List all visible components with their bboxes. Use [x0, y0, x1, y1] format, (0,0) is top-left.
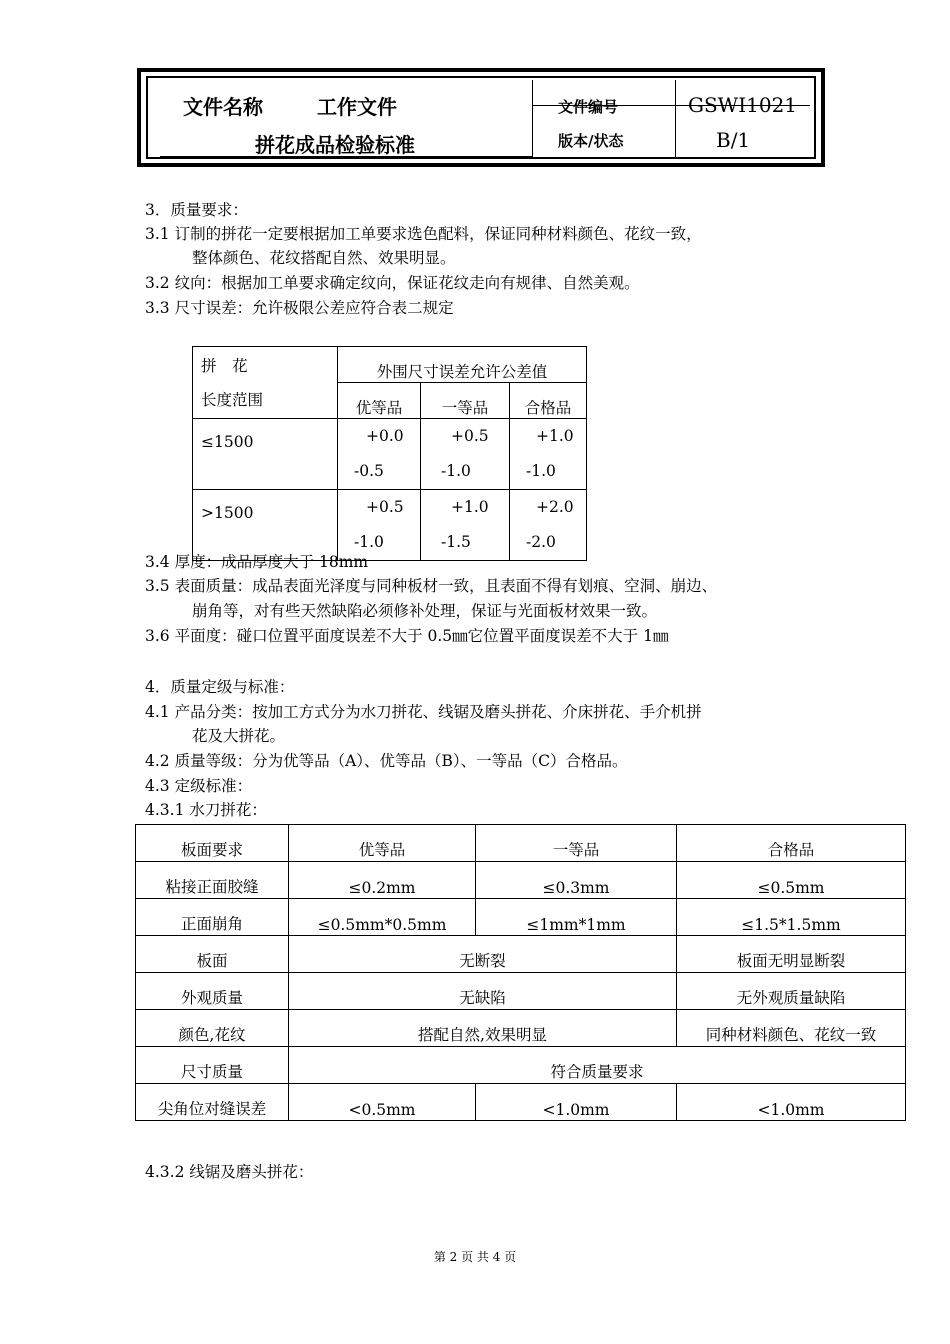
- row-header-b: 长度范围: [201, 390, 264, 409]
- grade-cell: 同种材料颜色、花纹一致: [677, 1010, 906, 1047]
- para-3-1: 3.1 订制的拼花一定要根据加工单要求选色配料，保证同种材料颜色、花纹一致，: [145, 225, 702, 243]
- para-4-3: 4.3 定级标准：: [145, 777, 253, 795]
- col-header-premium: 优等品: [338, 383, 421, 419]
- para-3-6: 3.6 平面度：碰口位置平面度误差不大于 0.5㎜它位置平面度误差不大于 1㎜: [145, 627, 669, 645]
- table-row: [136, 825, 906, 862]
- grade-cell: <1.0mm: [476, 1084, 677, 1121]
- grade-cell: <0.5mm: [289, 1084, 476, 1121]
- section3-heading: 3．质量要求：: [145, 201, 248, 219]
- grade-cell: 板面无明显断裂: [677, 936, 906, 973]
- para-3-4: 3.4 厚度：成品厚度大于 18mm: [145, 553, 369, 571]
- grade-table: [135, 824, 906, 1121]
- grade-cell: 尖角位对缝误差: [136, 1084, 289, 1121]
- para-3-5: 3.5 表面质量：成品表面光泽度与同种板材一致，且表面不得有划痕、空洞、崩边、: [145, 577, 718, 595]
- grade-cell: 无缺陷: [289, 973, 677, 1010]
- tolerance-group-header: 外围尺寸误差允许公差值: [338, 347, 587, 383]
- para-4-2: 4.2 质量等级：分为优等品（A）、优等品（B）、一等品（C）合格品。: [145, 752, 628, 770]
- page-footer: 第 2 页 共 4 页: [433, 1250, 517, 1264]
- tol-cell: [421, 490, 510, 561]
- table-row: [136, 1047, 906, 1084]
- para-4-3-2: 4.3.2 线锯及磨头拼花：: [145, 1163, 314, 1181]
- para-3-5-cont: 崩角等，对有些天然缺陷必须修补处理，保证与光面板材效果一致。: [192, 602, 658, 620]
- grade-header-cell: 优等品: [289, 825, 476, 862]
- version-label: 版本/状态: [558, 132, 624, 150]
- grade-cell: 板面: [136, 936, 289, 973]
- table-row: [136, 973, 906, 1010]
- table-row: [193, 490, 587, 561]
- table-row: [136, 1084, 906, 1121]
- tol-lower: -1.0: [441, 462, 471, 480]
- version-value: B/1: [716, 128, 751, 152]
- grade-cell: 搭配自然,效果明显: [289, 1010, 677, 1047]
- table-row: [136, 899, 906, 936]
- grade-cell: <1.0mm: [677, 1084, 906, 1121]
- tol-cell: [510, 419, 587, 490]
- para-3-2: 3.2 纹向：根据加工单要求确定纹向，保证花纹走向有规律、自然美观。: [145, 274, 640, 292]
- tolerance-table: [192, 346, 587, 561]
- grade-cell: ≤1mm*1mm: [476, 899, 677, 936]
- tol-upper: +0.0: [366, 427, 404, 445]
- grade-cell: ≤0.2mm: [289, 862, 476, 899]
- para-4-1: 4.1 产品分类：按加工方式分为水刀拼花、线锯及磨头拼花、介床拼花、手介机拼: [145, 703, 702, 721]
- tol-lower: -1.0: [354, 533, 384, 551]
- para-4-3-1: 4.3.1 水刀拼花：: [145, 801, 267, 819]
- tol-lower: -0.5: [354, 462, 384, 480]
- doc-subtitle: 拼花成品检验标准: [255, 133, 415, 157]
- grade-cell: 外观质量: [136, 973, 289, 1010]
- grade-cell: 尺寸质量: [136, 1047, 289, 1084]
- para-3-1-cont: 整体颜色、花纹搭配自然、效果明显。: [192, 249, 456, 267]
- tol-lower: -1.5: [441, 533, 471, 551]
- grade-cell: 正面崩角: [136, 899, 289, 936]
- grade-cell: ≤1.5*1.5mm: [677, 899, 906, 936]
- range-cell: >1500: [193, 490, 338, 561]
- table-row: [193, 419, 587, 490]
- tol-cell: [338, 490, 421, 561]
- row-header-a: 拼 花: [201, 356, 248, 375]
- table-row: [136, 1010, 906, 1047]
- grade-cell: 无外观质量缺陷: [677, 973, 906, 1010]
- grade-cell: 粘接正面胶缝: [136, 862, 289, 899]
- section4-heading: 4．质量定级与标准：: [145, 678, 295, 696]
- para-4-1-cont: 花及大拼花。: [192, 727, 286, 745]
- range-cell: ≤1500: [193, 419, 338, 490]
- table-row: [136, 862, 906, 899]
- tol-lower: -1.0: [526, 462, 556, 480]
- tol-upper: +0.5: [451, 427, 489, 445]
- para-3-3: 3.3 尺寸误差：允许极限公差应符合表二规定: [145, 299, 454, 317]
- grade-cell: ≤0.5mm*0.5mm: [289, 899, 476, 936]
- doc-name-label: 文件名称: [183, 95, 263, 119]
- tol-lower: -2.0: [526, 533, 556, 551]
- grade-cell: 无断裂: [289, 936, 677, 973]
- tol-cell: [338, 419, 421, 490]
- grade-cell: ≤0.3mm: [476, 862, 677, 899]
- tol-upper: +2.0: [536, 498, 574, 516]
- tol-cell: [421, 419, 510, 490]
- grade-header-cell: 板面要求: [136, 825, 289, 862]
- doc-number-label: 文件编号: [558, 98, 619, 116]
- grade-header-cell: 合格品: [677, 825, 906, 862]
- col-header-qualified: 合格品: [510, 383, 587, 419]
- col-header-first: 一等品: [421, 383, 510, 419]
- grade-cell: 符合质量要求: [289, 1047, 906, 1084]
- tol-upper: +1.0: [536, 427, 574, 445]
- header-divider-1: [532, 80, 533, 157]
- tol-upper: +0.5: [366, 498, 404, 516]
- grade-cell: ≤0.5mm: [677, 862, 906, 899]
- doc-name-value: 工作文件: [317, 95, 397, 119]
- tol-upper: +1.0: [451, 498, 489, 516]
- doc-number-value: GSWI1021: [688, 93, 798, 117]
- grade-header-cell: 一等品: [476, 825, 677, 862]
- tolerance-row-header: [193, 347, 338, 419]
- tol-cell: [510, 490, 587, 561]
- header-divider-2: [675, 80, 676, 157]
- grade-cell: 颜色,花纹: [136, 1010, 289, 1047]
- table-row: [136, 936, 906, 973]
